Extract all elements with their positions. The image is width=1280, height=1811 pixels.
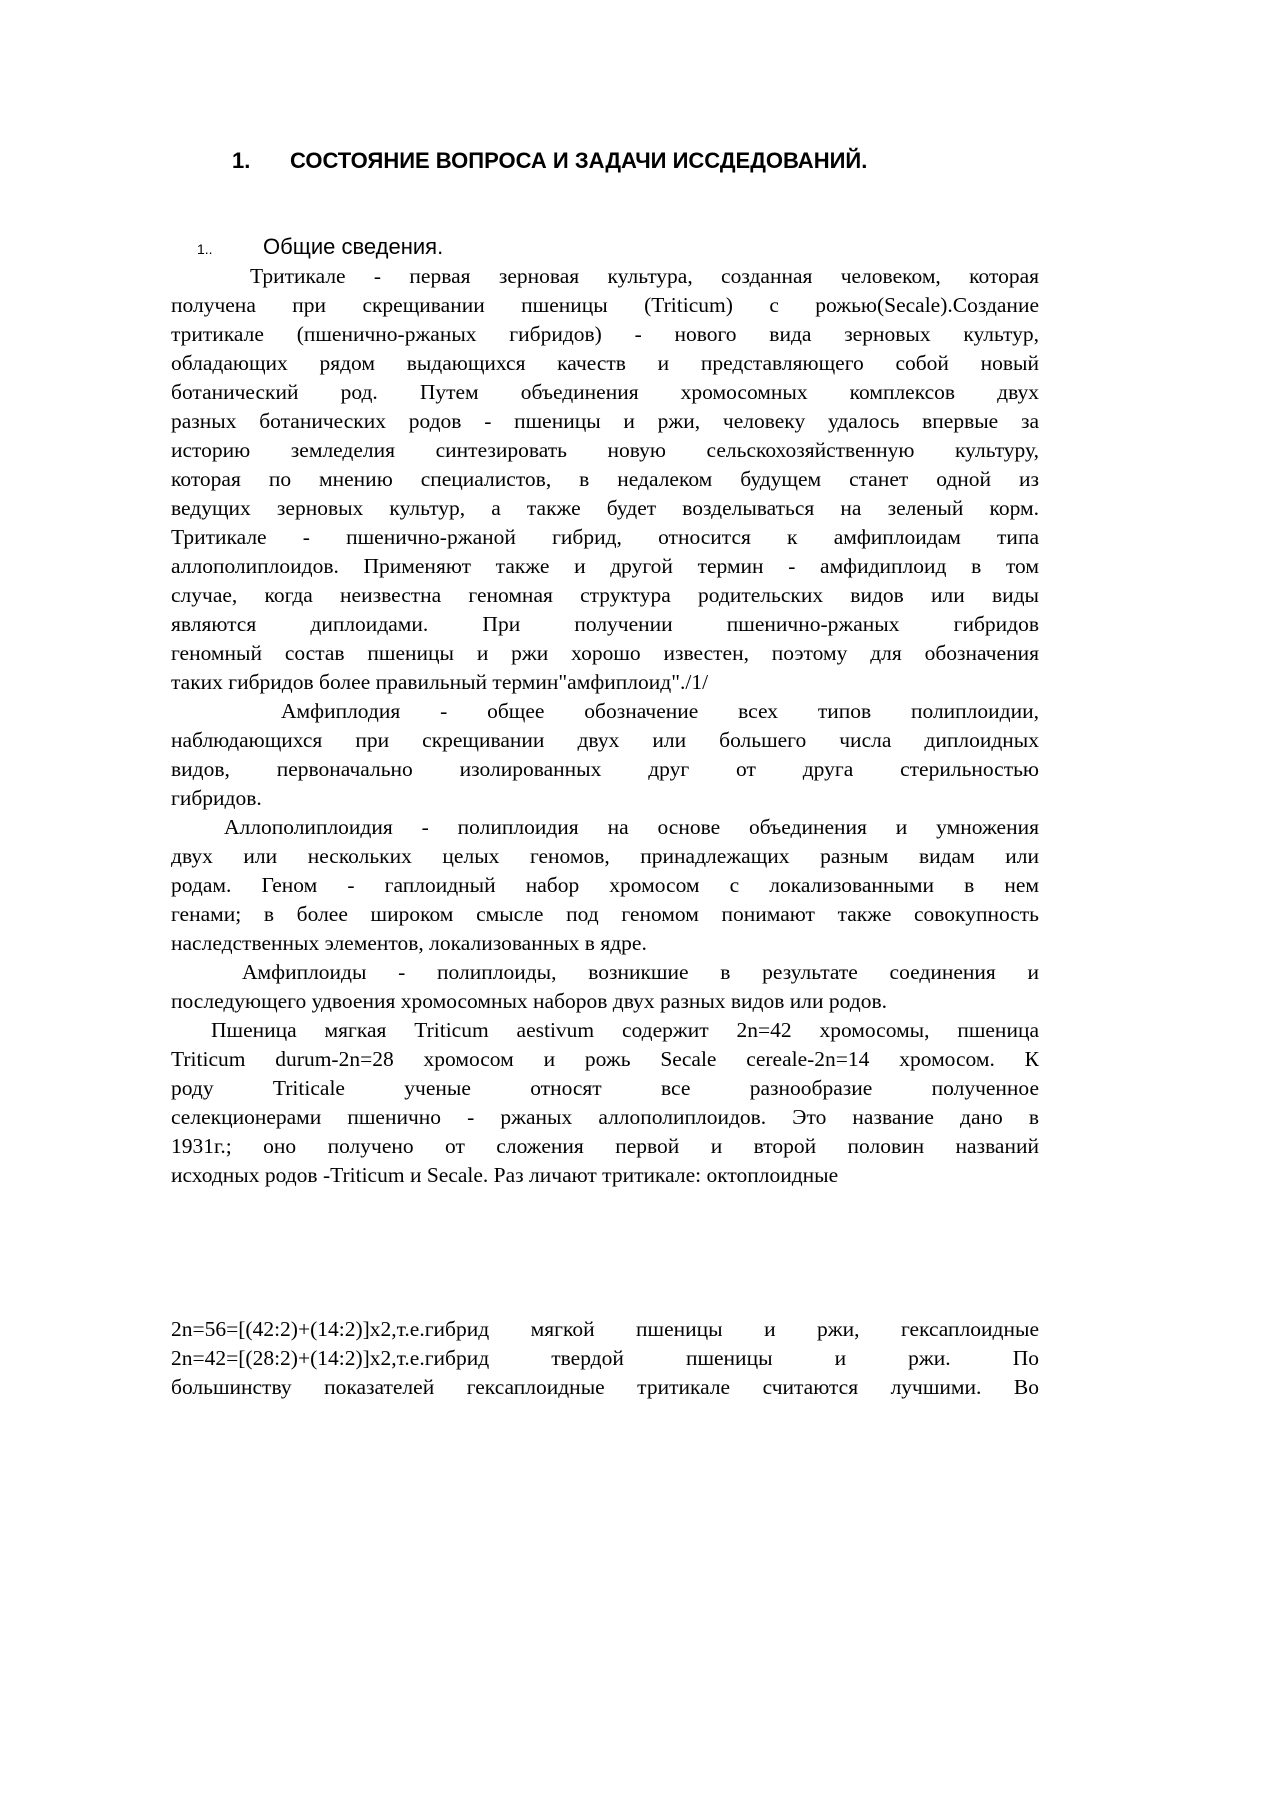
text-line: большинству показателей гексаплоидные тритикале считаются лучшими. Во: [171, 1375, 1039, 1399]
continuation-text-block: [171, 1315, 1039, 1402]
paragraph-amphiploidy: [171, 697, 1039, 813]
paragraph-wheat-chromosomes: [171, 1016, 1039, 1190]
text-line: разных ботанических родов - пшеницы и ржи, человеку удалось впервые за: [171, 409, 1039, 433]
text-line: Пшеница мягкая Triticum aestivum содержит 2n=42 хромосомы, пшеница: [211, 1018, 1039, 1042]
text-line: последующего удвоения хромосомных наборов двух разных видов или родов.: [171, 989, 887, 1013]
chapter-number: 1.: [232, 148, 251, 173]
text-line: Тритикале - пшенично-ржаной гибрид, относится к амфиплоидам типа: [171, 525, 1039, 549]
text-line: являются диплоидами. При получении пшенично-ржаных гибридов: [171, 612, 1039, 636]
text-line: наследственных элементов, локализованных в ядре.: [171, 931, 647, 955]
text-line: наблюдающихся при скрещивании двух или большего числа диплоидных: [171, 728, 1039, 752]
text-line: двух или нескольких целых геномов, принадлежащих разным видам или: [171, 844, 1039, 868]
section-title: Общие сведения.: [263, 234, 444, 259]
paragraph-amphiploids: [171, 958, 1039, 1016]
paragraph-triticale-intro: [171, 262, 1039, 697]
text-line: геномный состав пшеницы и ржи хорошо известен, поэтому для обозначения: [171, 641, 1039, 665]
text-line: селекционерами пшенично - ржаных аллополиплоидов. Это название дано в: [171, 1105, 1039, 1129]
text-line: тритикале (пшенично-ржаных гибридов) - нового вида зерновых культур,: [171, 322, 1039, 346]
text-line: Triticum durum-2n=28 хромосом и рожь Secale cereale-2n=14 хромосом. К: [171, 1047, 1039, 1071]
text-line: Тритикале - первая зерновая культура, созданная человеком, которая: [250, 264, 1039, 288]
text-line: аллополиплоидов. Применяют также и другой термин - амфидиплоид в том: [171, 554, 1039, 578]
text-line: генами; в более широком смысле под геномом понимают также совокупность: [171, 902, 1039, 926]
paragraph-formulas: [171, 1315, 1039, 1402]
main-text-block: [171, 262, 1039, 1190]
text-line: 1931г.; оно получено от сложения первой и второй половин названий: [171, 1134, 1039, 1158]
text-line: ботанический род. Путем объединения хромосомных комплексов двух: [171, 380, 1039, 404]
text-line: которая по мнению специалистов, в недалеком будущем станет одной из: [171, 467, 1039, 491]
text-line: историю земледелия синтезировать новую сельскохозяйственную культуру,: [171, 438, 1039, 462]
text-line: случае, когда неизвестна геномная структура родительских видов или виды: [171, 583, 1039, 607]
text-line: видов, первоначально изолированных друг от друга стерильностью: [171, 757, 1039, 781]
text-line: Аллополиплоидия - полиплоидия на основе объединения и умножения: [224, 815, 1039, 839]
text-line: 2n=42=[(28:2)+(14:2)]х2,т.е.гибрид твердой пшеницы и ржи. По: [171, 1346, 1039, 1370]
text-line: Амфиплодия - общее обозначение всех типов полиплоидии,: [281, 699, 1039, 723]
chapter-title: [232, 148, 1032, 174]
section-number: 1..: [197, 241, 213, 257]
text-line: исходных родов -Triticum и Secale. Раз личают тритикале: октоплоидные: [171, 1163, 839, 1187]
text-line: таких гибридов более правильный термин"амфиплоид"./1/: [171, 670, 709, 694]
text-line: 2n=56=[(42:2)+(14:2)]х2,т.е.гибрид мягкой пшеницы и ржи, гексаплоидные: [171, 1317, 1039, 1341]
text-line: роду Triticale ученые относят все разнообразие полученное: [171, 1076, 1039, 1100]
text-line: ведущих зерновых культур, а также будет возделываться на зеленый корм.: [171, 496, 1039, 520]
text-line: Амфиплоиды - полиплоиды, возникшие в результате соединения и: [242, 960, 1039, 984]
text-line: родам. Геном - гаплоидный набор хромосом с локализованными в нем: [171, 873, 1039, 897]
text-line: обладающих рядом выдающихся качеств и представляющего собой новый: [171, 351, 1039, 375]
text-line: гибридов.: [171, 786, 262, 810]
section-heading: [197, 234, 443, 260]
text-line: получена при скрещивании пшеницы (Triticum) с рожью(Secale).Создание: [171, 293, 1039, 317]
chapter-title-text: СОСТОЯНИЕ ВОПРОСА И ЗАДАЧИ ИССДЕДОВАНИЙ.: [290, 148, 868, 173]
paragraph-allopolyploidy: [171, 813, 1039, 958]
